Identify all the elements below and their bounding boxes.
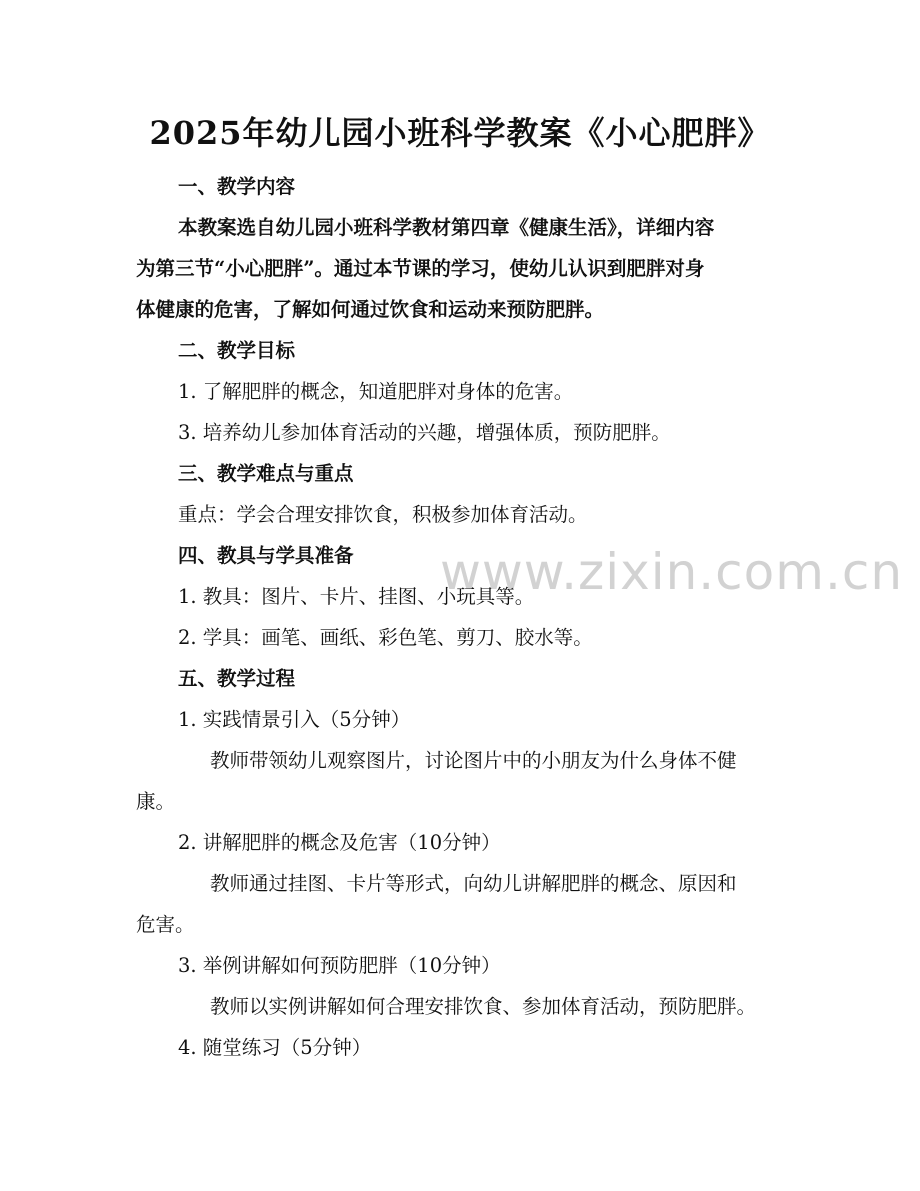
paragraph-line: 教师带领幼儿观察图片，讨论图片中的小朋友为什么身体不健 (210, 749, 737, 772)
list-item: 3. 培养幼儿参加体育活动的兴趣，增强体质，预防肥胖。 (178, 421, 671, 444)
paragraph-line: 重点：学会合理安排饮食，积极参加体育活动。 (178, 503, 588, 526)
list-item: 4. 随堂练习（5分钟） (178, 1036, 372, 1059)
paragraph-line: 危害。 (136, 913, 195, 936)
section-heading-key-points: 三、教学难点与重点 (178, 462, 354, 485)
paragraph-line: 教师以实例讲解如何合理安排饮食、参加体育活动，预防肥胖。 (210, 995, 757, 1018)
watermark: www.zixin.com.cn (440, 543, 904, 601)
list-item: 2. 讲解肥胖的概念及危害（10分钟） (178, 831, 501, 854)
section-heading-process: 五、教学过程 (178, 667, 296, 690)
list-item: 1. 了解肥胖的概念，知道肥胖对身体的危害。 (178, 380, 574, 403)
paragraph-line: 本教案选自幼儿园小班科学教材第四章《健康生活》，详细内容 (178, 216, 715, 239)
paragraph-line: 康。 (136, 790, 176, 813)
list-item: 3. 举例讲解如何预防肥胖（10分钟） (178, 954, 501, 977)
section-heading-materials: 四、教具与学具准备 (178, 544, 354, 567)
paragraph-line: 体健康的危害，了解如何通过饮食和运动来预防肥胖。 (136, 298, 605, 321)
paragraph-line: 教师通过挂图、卡片等形式，向幼儿讲解肥胖的概念、原因和 (210, 872, 737, 895)
document-title: 2025年幼儿园小班科学教案《小心肥胖》 (149, 114, 771, 152)
paragraph-line: 为第三节“小心肥胖”。通过本节课的学习，使幼儿认识到肥胖对身 (136, 257, 705, 280)
list-item: 1. 教具：图片、卡片、挂图、小玩具等。 (178, 585, 535, 608)
section-heading-objectives: 二、教学目标 (178, 339, 296, 362)
list-item: 2. 学具：画笔、画纸、彩色笔、剪刀、胶水等。 (178, 626, 593, 649)
section-heading-content: 一、教学内容 (178, 175, 296, 198)
list-item: 1. 实践情景引入（5分钟） (178, 708, 411, 731)
